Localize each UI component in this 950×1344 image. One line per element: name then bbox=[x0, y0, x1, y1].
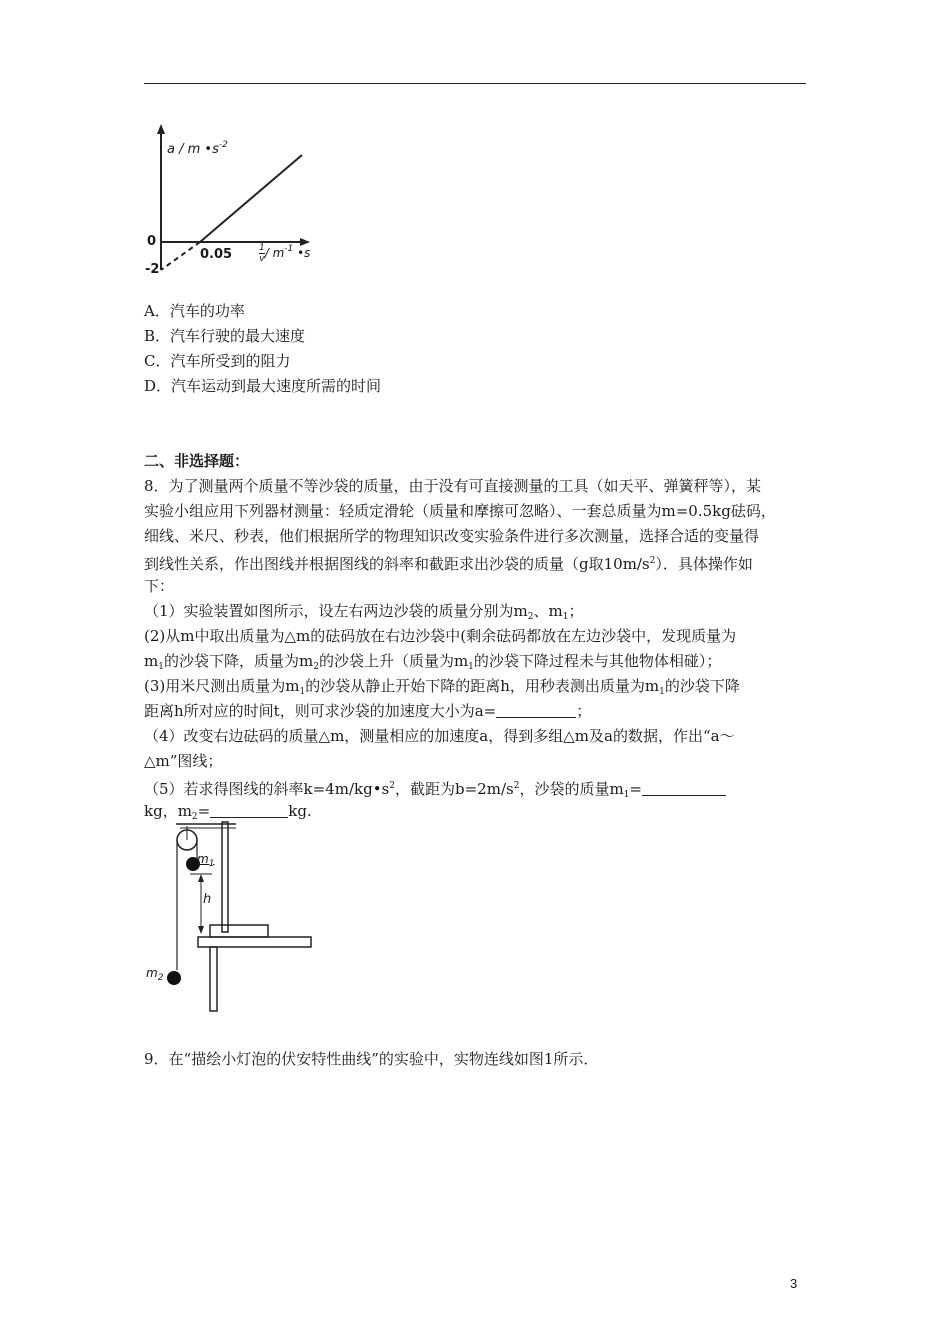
q8-line-3: 细线、米尺、秒表，他们根据所学的物理知识改变实验条件进行多次测量，选择合适的变量得 bbox=[144, 527, 760, 545]
origin-label: 0 bbox=[147, 234, 157, 249]
h-arrow-up bbox=[198, 874, 204, 882]
m2-label: $m_2$ bbox=[146, 966, 164, 983]
m2-answer-blank[interactable] bbox=[210, 803, 288, 818]
graph-line-solid bbox=[200, 155, 302, 242]
x-tick-label: 0.05 bbox=[200, 247, 233, 262]
table-top bbox=[198, 937, 311, 947]
h-label: h bbox=[203, 892, 212, 907]
section-title: 二、非选择题： bbox=[144, 452, 250, 470]
table-block bbox=[210, 925, 268, 937]
m1-answer-blank[interactable] bbox=[642, 781, 726, 796]
page-number: 3 bbox=[790, 1276, 798, 1291]
q8-step-2-line-1: (2)从m中取出质量为△m的砝码放在右边沙袋中(剩余砝码都放在左边沙袋中，发现质量为 bbox=[144, 627, 737, 645]
table-leg bbox=[210, 947, 217, 1011]
q9-text: 9．在“描绘小灯泡的伏安特性曲线”的实验中，实物连线如图1所示． bbox=[144, 1050, 599, 1068]
option-b: B．汽车行驶的最大速度 bbox=[144, 327, 306, 345]
pulley-apparatus-figure bbox=[140, 818, 320, 1018]
q8-step-3-line-1: (3)用米尺测出质量为$m_1$的沙袋从静止开始下降的距离h，用秒表测出质量为$m_1$的沙袋下降 bbox=[144, 677, 740, 697]
graph-line-dashed bbox=[161, 242, 200, 270]
q8-line-1: 8．为了测量两个质量不等沙袋的质量，由于没有可直接测量的工具（如天平、弹簧秤等），某 bbox=[144, 477, 762, 495]
header-rule bbox=[144, 83, 806, 84]
option-c: C．汽车所受到的阻力 bbox=[144, 352, 291, 370]
vertical-stand bbox=[222, 822, 228, 932]
q8-step-2-line-2: $m_1$的沙袋下降，质量为$m_2$的沙袋上升（质量为$m_1$的沙袋下降过程未与其他物体相碰）； bbox=[144, 652, 722, 672]
option-d: D．汽车运动到最大速度所需的时间 bbox=[144, 377, 382, 395]
option-a: A．汽车的功率 bbox=[144, 302, 245, 320]
x-axis-label: $\frac{1}{v}$ / $m^{-1}$ •s bbox=[259, 243, 311, 264]
acceleration-answer-blank[interactable] bbox=[496, 703, 576, 718]
q8-line-4: 到线性关系，作出图线并根据图线的斜率和截距求出沙袋的质量（g取$10m/s^2$）．具体操作如 bbox=[144, 555, 753, 573]
m1-label: $m_1$ bbox=[197, 852, 215, 869]
mass-m2 bbox=[167, 971, 181, 985]
neg-intercept-label: -2 bbox=[145, 262, 160, 277]
q8-step-1: （1）实验装置如图所示，设左右两边沙袋的质量分别为$m_2$、$m_1$； bbox=[144, 602, 584, 622]
q8-step-5-line-2: kg，$m_2=$ kg. bbox=[144, 802, 312, 822]
q8-step-4-line-1: （4）改变右边砝码的质量△m，测量相应的加速度a，得到多组△m及a的数据，作出“a～ bbox=[144, 727, 735, 745]
h-arrow-down bbox=[198, 926, 204, 934]
q8-line-2: 实验小组应用下列器材测量：轻质定滑轮（质量和摩擦可忽略）、一套总质量为m=0.5kg砝码， bbox=[144, 502, 776, 520]
q8-line-5: 下： bbox=[144, 577, 175, 595]
y-axis-arrow bbox=[157, 124, 165, 134]
q8-step-3-line-2: 距离h所对应的时间t，则可求沙袋的加速度大小为a= ； bbox=[144, 702, 592, 720]
q8-step-5-line-1: （5）若求得图线的斜率$k=4m/kg•s^2$，截距为$b=2m/s^2$，沙袋的质量$m_1=$ bbox=[144, 776, 726, 805]
q8-step-4-line-2: △m”图线； bbox=[144, 752, 223, 770]
y-axis-label: a / m $•s^{-2}$ bbox=[167, 140, 228, 157]
